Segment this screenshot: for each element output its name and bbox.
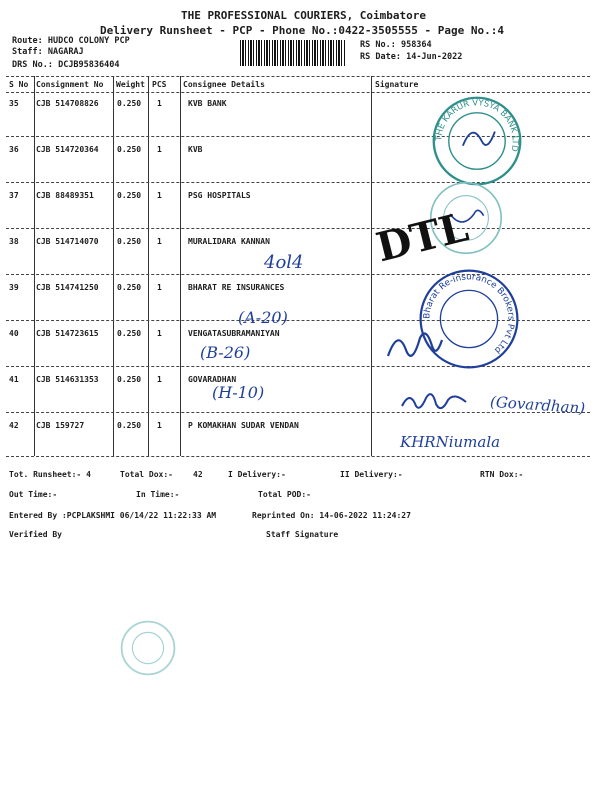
rs-date-label: RS Date: — [360, 52, 401, 62]
row-pcs: 1 — [157, 99, 162, 108]
drs-label: DRS No.: — [12, 60, 53, 70]
col-pcs-header: PCS — [152, 80, 167, 89]
row-consignee: VENGATASUBRAMANIYAN — [188, 329, 280, 338]
in-time: In Time:- — [136, 490, 180, 499]
total-pod: Total POD:- — [258, 490, 311, 499]
row-pcs: 1 — [157, 145, 162, 154]
col-consignment-header: Consignment No — [36, 80, 104, 89]
row-consignee: KVB — [188, 145, 203, 154]
verified-by: Verified By — [9, 530, 62, 539]
row-sno: 39 — [9, 283, 19, 292]
runsheet-title: Delivery Runsheet - PCP - Phone No.:0422-3505555 - Page No.:4 — [100, 24, 504, 37]
row-weight: 0.250 — [117, 145, 142, 154]
signature-name-row41: (Govardhan) — [489, 392, 586, 418]
row-pcs: 1 — [157, 375, 162, 384]
row-sno: 41 — [9, 375, 19, 384]
route-value: HUDCO COLONY PCP — [47, 36, 130, 46]
total-dox-label: Total Dox:- — [120, 470, 173, 479]
row-consignment-no: CJB 514720364 — [36, 145, 99, 154]
ii-delivery: II Delivery:- — [340, 470, 403, 479]
staff-line — [12, 47, 84, 57]
row-pcs: 1 — [157, 283, 162, 292]
row-sno: 36 — [9, 145, 19, 154]
kvb-stamp-text: THE KARUR VYSYA BANK LTD — [433, 97, 521, 153]
rs-no-line — [360, 40, 432, 50]
table-header-rule — [6, 92, 590, 93]
handwritten-note-row41: (H-10) — [212, 383, 265, 402]
col-divider — [180, 76, 181, 456]
handwritten-note-row39: (A-20) — [238, 308, 288, 327]
total-dox-value: 42 — [193, 470, 203, 479]
col-divider — [148, 76, 149, 456]
staff-signature: Staff Signature — [266, 530, 339, 539]
row-consignment-no: CJB 159727 — [36, 421, 85, 430]
row-sno: 38 — [9, 237, 19, 246]
rtn-dox: RTN Dox:- — [480, 470, 524, 479]
row-consignee: P KOMAKHAN SUDAR VENDAN — [188, 421, 299, 430]
signature-row38: DTL — [371, 203, 473, 272]
col-divider — [371, 76, 372, 456]
signature-row40 — [384, 326, 444, 370]
row-pcs: 1 — [157, 237, 162, 246]
row-weight: 0.250 — [117, 99, 142, 108]
entered-by: Entered By :PCPLAKSHMI 06/14/22 11:22:33 AM — [9, 511, 217, 520]
row-consignment-no: CJB 514631353 — [36, 375, 99, 384]
rs-no-label: RS No.: — [360, 40, 396, 50]
route-line — [12, 36, 130, 46]
row-separator — [6, 182, 590, 183]
signature-row41 — [398, 386, 470, 414]
row-separator — [6, 366, 590, 367]
row-pcs: 1 — [157, 329, 162, 338]
out-time: Out Time:- — [9, 490, 58, 499]
row-sno: 37 — [9, 191, 19, 200]
row-sno: 42 — [9, 421, 19, 430]
rs-no-value: 958364 — [400, 40, 432, 50]
drs-line — [12, 60, 120, 70]
row-consignee: PSG HOSPITALS — [188, 191, 251, 200]
col-weight-header: Weight — [116, 80, 145, 89]
rs-date-value: 14-Jun-2022 — [406, 52, 463, 62]
signature-row42: KHRNiumala — [400, 433, 501, 451]
table-bottom-rule — [6, 456, 590, 457]
row-consignee: KVB BANK — [188, 99, 227, 108]
barcode — [240, 40, 346, 66]
row-weight: 0.250 — [117, 421, 142, 430]
row-consignee: GOVARADHAN — [188, 375, 237, 384]
row-sno: 40 — [9, 329, 19, 338]
row-consignment-no: CJB 514708826 — [36, 99, 99, 108]
bharat-stamp-text: Bharat Re-insurance Brokers Pvt Ltd — [422, 272, 516, 355]
row-separator — [6, 412, 590, 413]
handwritten-note-row40: (B-26) — [200, 343, 251, 362]
row-weight: 0.250 — [117, 237, 142, 246]
row-consignee: MURALIDARA KANNAN — [188, 237, 270, 246]
col-signature-header: Signature — [375, 80, 419, 89]
row-consignment-no: CJB 514723615 — [36, 329, 99, 338]
company-name: THE PROFESSIONAL COURIERS, Coimbatore — [181, 9, 427, 22]
row-weight: 0.250 — [117, 283, 142, 292]
handwritten-note-row38: 4ol4 — [264, 252, 304, 273]
staff-value: NAGARAJ — [47, 47, 84, 57]
staff-label: Staff: — [12, 47, 43, 57]
row-consignment-no: CJB 514714070 — [36, 237, 99, 246]
row-consignment-no: CJB 88489351 — [36, 191, 94, 200]
kvb-bank-stamp — [430, 94, 524, 188]
i-delivery: I Delivery:- — [228, 470, 286, 479]
row-consignment-no: CJB 514741250 — [36, 283, 99, 292]
row-sno: 35 — [9, 99, 19, 108]
faded-bottom-stamp — [118, 618, 178, 678]
row-weight: 0.250 — [117, 191, 142, 200]
tot-runsheet: Tot. Runsheet:- 4 — [9, 470, 91, 479]
route-label: Route: — [12, 36, 43, 46]
row-weight: 0.250 — [117, 329, 142, 338]
col-sno-header: S No — [9, 80, 29, 89]
col-divider — [113, 76, 114, 456]
row-weight: 0.250 — [117, 375, 142, 384]
row-pcs: 1 — [157, 421, 162, 430]
col-divider — [34, 76, 35, 456]
table-top-rule — [6, 76, 590, 77]
row-pcs: 1 — [157, 191, 162, 200]
drs-value: DCJB95836404 — [58, 60, 120, 70]
reprinted-on: Reprinted On: 14-06-2022 11:24:27 — [252, 511, 411, 520]
col-consignee-header: Consignee Details — [183, 80, 265, 89]
row-consignee: BHARAT RE INSURANCES — [188, 283, 285, 292]
rs-date-line — [360, 52, 462, 62]
